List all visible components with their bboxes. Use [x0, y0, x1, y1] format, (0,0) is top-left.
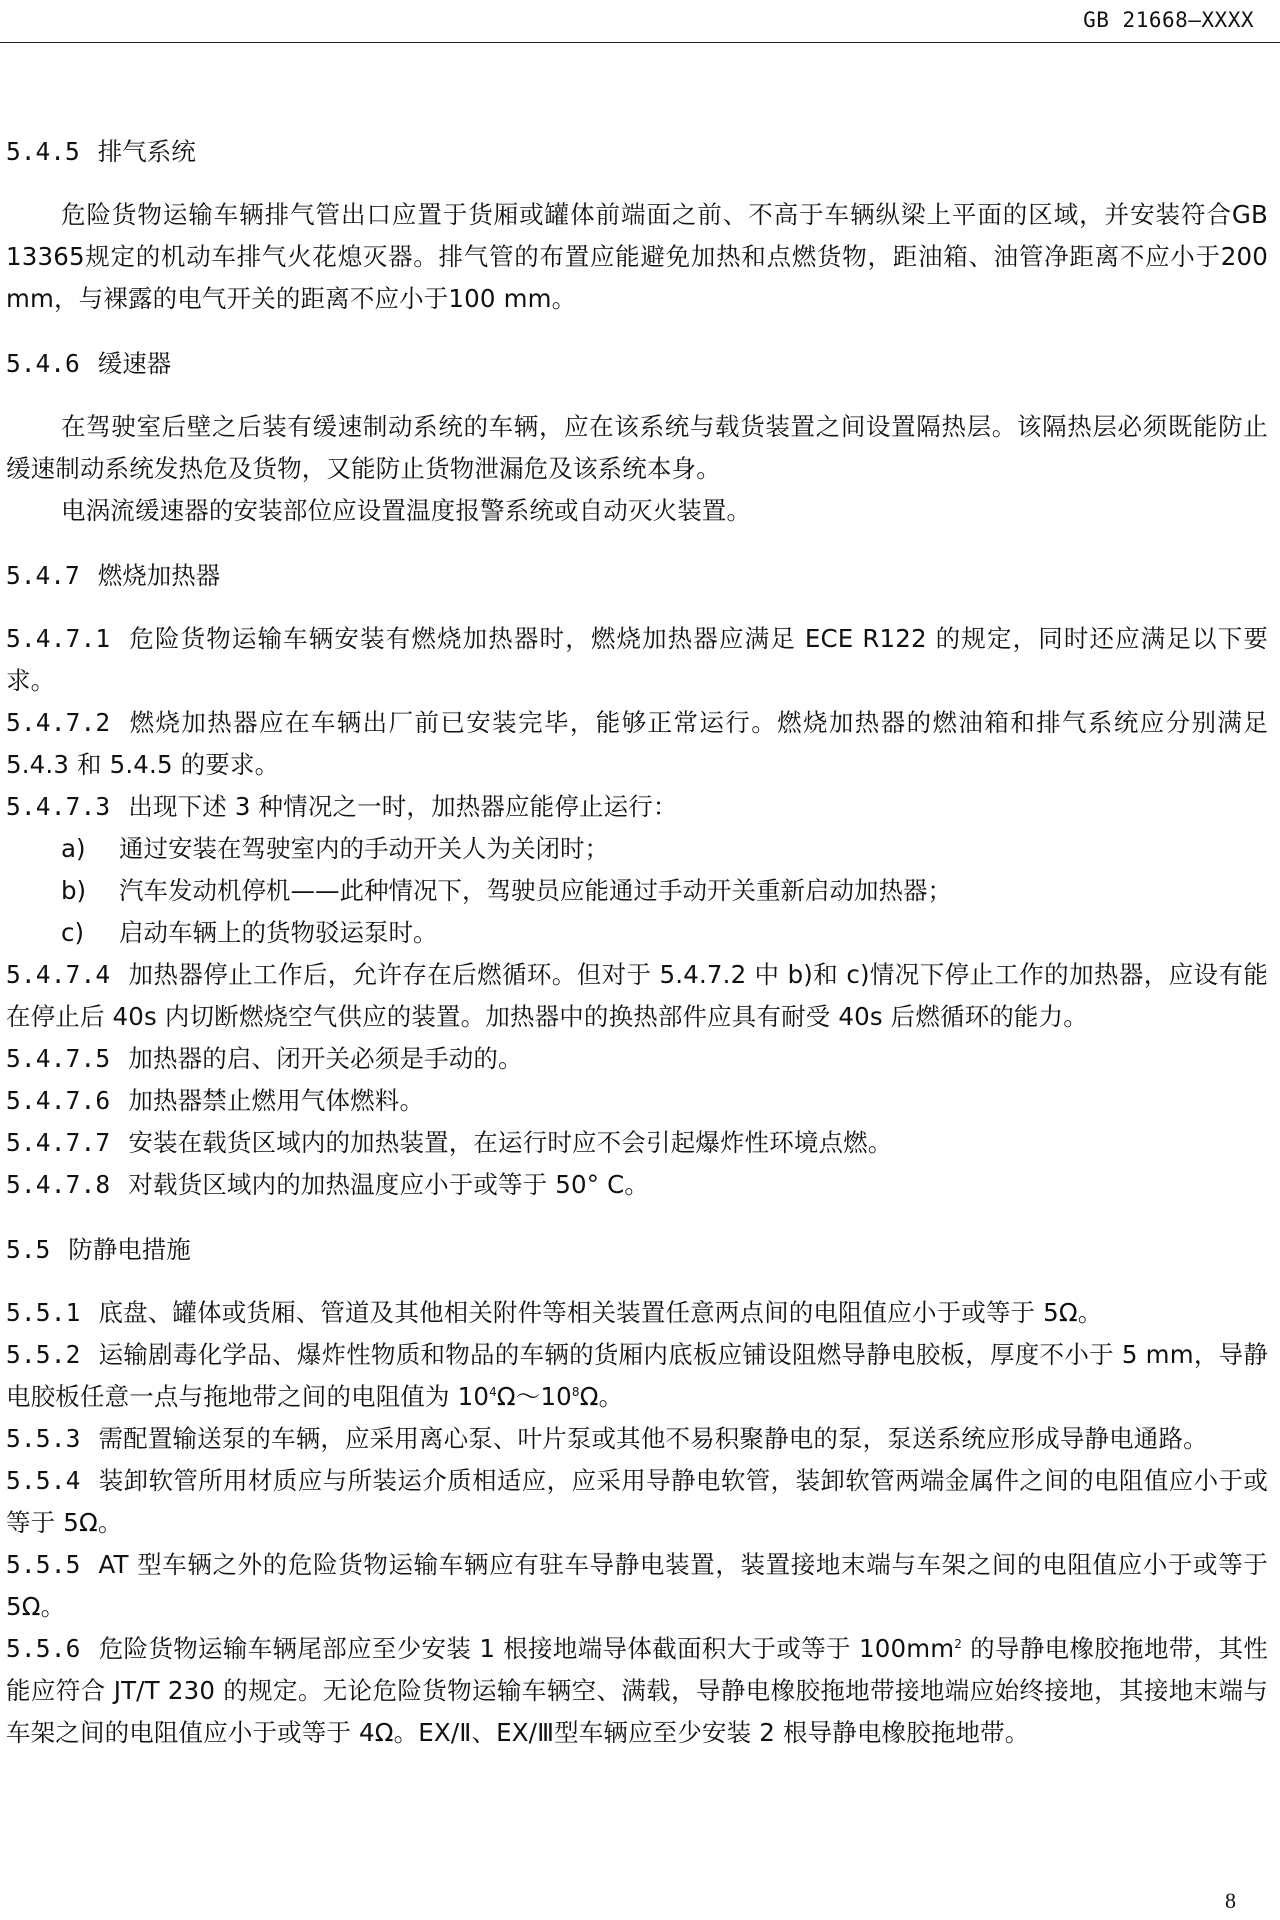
clause-5-5-5 — [6, 1544, 1268, 1628]
clause-5-4-7-3 — [6, 786, 1268, 828]
clause-number: 5.4.7.3 — [6, 792, 111, 821]
clause-text: 加热器停止工作后，允许存在后燃循环。但对于 5.4.7.2 中 b)和 c)情况下停止工作的加热器，应设有能在停止后 40s 内切断燃烧空气供应的装置。加热器中的换热部件应具有耐受 40s 后燃循环的能力。 — [6, 960, 1268, 1031]
list-text: 汽车发动机停机——此种情况下，驾驶员应能通过手动开关重新启动加热器； — [119, 876, 952, 905]
clause-text: 加热器的启、闭开关必须是手动的。 — [128, 1044, 523, 1073]
clause-5-4-7-2 — [6, 702, 1268, 786]
paragraph: 电涡流缓速器的安装部位应设置温度报警系统或自动灭火装置。 — [61, 496, 752, 525]
paragraph: 危险货物运输车辆排气管出口应置于货厢或罐体前端面之前、不高于车辆纵梁上平面的区域，并安装符合GB 13365规定的机动车排气火花熄灭器。排气管的布置应能避免加热和点燃货物，距油箱、油管净距离不应小于200 mm，与裸露的电气开关的距离不应小于100 mm。 — [6, 200, 1268, 313]
clause-number: 5.5.6 — [6, 1634, 81, 1663]
clause-number: 5.4.7.5 — [6, 1044, 111, 1073]
header-rule — [0, 42, 1280, 43]
clause-number: 5.5.3 — [6, 1424, 81, 1453]
standard-code: GB 21668—XXXX — [1083, 8, 1254, 32]
clause-5-5-6 — [6, 1628, 1268, 1754]
clause-text: 危险货物运输车辆安装有燃烧加热器时，燃烧加热器应满足 ECE R122 的规定，同时还应满足以下要求。 — [6, 624, 1268, 695]
list-marker: c) — [61, 918, 85, 947]
clause-text: 需配置输送泵的车辆，应采用离心泵、叶片泵或其他不易积聚静电的泵，泵送系统应形成导静电通路。 — [98, 1424, 1208, 1453]
clause-text: Ω～10 — [496, 1382, 572, 1411]
list-text: 通过安装在驾驶室内的手动开关人为关闭时； — [119, 834, 609, 863]
clause-number: 5.4.7.7 — [6, 1128, 111, 1157]
section-heading-5-5 — [6, 1230, 1268, 1270]
clause-text: 运输剧毒化学品、爆炸性物质和物品的车辆的货厢内底板应铺设阻燃导静电胶板，厚度不小于 5 mm，导静电胶板任意一点与拖地带之间的电阻值为 10 — [6, 1340, 1268, 1411]
clause-text: 燃烧加热器应在车辆出厂前已安装完毕，能够正常运行。燃烧加热器的燃油箱和排气系统应分别满足 5.4.3 和 5.4.5 的要求。 — [6, 708, 1268, 779]
clause-text: AT 型车辆之外的危险货物运输车辆应有驻车导静电装置，装置接地末端与车架之间的电阻值应小于或等于 5Ω。 — [6, 1550, 1268, 1621]
clause-5-5-4 — [6, 1460, 1268, 1544]
list-item — [6, 870, 1268, 912]
section-title: 缓速器 — [97, 349, 172, 378]
clause-text: Ω。 — [579, 1382, 624, 1411]
list-text: 启动车辆上的货物驳运泵时。 — [119, 918, 438, 947]
clause-number: 5.4.7.2 — [6, 708, 111, 737]
section-number: 5.4.5 — [6, 137, 80, 166]
clause-number: 5.5.4 — [6, 1466, 81, 1495]
section-number: 5.5 — [6, 1235, 51, 1264]
clause-5-4-7-6 — [6, 1080, 1268, 1122]
clause-number: 5.5.1 — [6, 1298, 81, 1327]
section-number: 5.4.6 — [6, 349, 80, 378]
section-title: 燃烧加热器 — [97, 561, 221, 590]
clause-5-4-7-8 — [6, 1164, 1268, 1206]
clause-5-4-7-1 — [6, 618, 1268, 702]
section-heading-5-4-6 — [6, 344, 1268, 384]
clause-number: 5.4.7.6 — [6, 1086, 111, 1115]
page-number: 8 — [1225, 1888, 1236, 1913]
clause-5-5-1 — [6, 1292, 1268, 1334]
clause-number: 5.4.7.8 — [6, 1170, 111, 1199]
clause-5-4-7-5 — [6, 1038, 1268, 1080]
clause-text: 装卸软管所用材质应与所装运介质相适应，应采用导静电软管，装卸软管两端金属件之间的电阻值应小于或等于 5Ω。 — [6, 1466, 1268, 1537]
list-item — [6, 828, 1268, 870]
paragraph: 在驾驶室后壁之后装有缓速制动系统的车辆，应在该系统与载货装置之间设置隔热层。该隔热层必须既能防止缓速制动系统发热危及货物，又能防止货物泄漏危及该系统本身。 — [6, 412, 1268, 483]
superscript: 4 — [489, 1384, 497, 1399]
section-title: 排气系统 — [97, 137, 196, 166]
clause-number: 5.4.7.4 — [6, 960, 111, 989]
clause-5-4-7-7 — [6, 1122, 1268, 1164]
clause-text: 的导静电橡胶拖地带，其性能应符合 JT/T 230 的规定。无论危险货物运输车辆空、满载，导静电橡胶拖地带接地端应始终接地，其接地末端与车架之间的电阻值应小于或等于 4Ω。EX/Ⅱ、EX/Ⅲ型车辆应至少安装 2 根导静电橡胶拖地带。 — [6, 1634, 1268, 1747]
clause-text: 加热器禁止燃用气体燃料。 — [128, 1086, 425, 1115]
clause-5-5-3 — [6, 1418, 1268, 1460]
clause-number: 5.5.5 — [6, 1550, 81, 1579]
section-heading-5-4-7 — [6, 556, 1268, 596]
superscript: 8 — [571, 1384, 580, 1399]
section-number: 5.4.7 — [6, 561, 80, 590]
clause-text: 出现下述 3 种情况之一时，加热器应能停止运行： — [128, 792, 678, 821]
superscript: 2 — [954, 1636, 963, 1651]
clause-5-4-7-4 — [6, 954, 1268, 1038]
section-title: 防静电措施 — [68, 1235, 191, 1264]
clause-number: 5.5.2 — [6, 1340, 81, 1369]
section-heading-5-4-5 — [6, 132, 1268, 172]
clause-text: 危险货物运输车辆尾部应至少安装 1 根接地端导体截面积大于或等于 100mm — [98, 1634, 955, 1663]
document-body — [6, 132, 1268, 1754]
list-item — [6, 912, 1268, 954]
clause-5-5-2 — [6, 1334, 1268, 1418]
clause-number: 5.4.7.1 — [6, 624, 111, 653]
clause-text: 底盘、罐体或货厢、管道及其他相关附件等相关装置任意两点间的电阻值应小于或等于 5Ω。 — [98, 1298, 1103, 1327]
clause-text: 对载货区域内的加热温度应小于或等于 50° C。 — [128, 1170, 650, 1199]
clause-text: 安装在载货区域内的加热装置，在运行时应不会引起爆炸性环境点燃。 — [128, 1128, 893, 1157]
list-marker: b) — [61, 876, 87, 905]
list-marker: a) — [61, 834, 86, 863]
